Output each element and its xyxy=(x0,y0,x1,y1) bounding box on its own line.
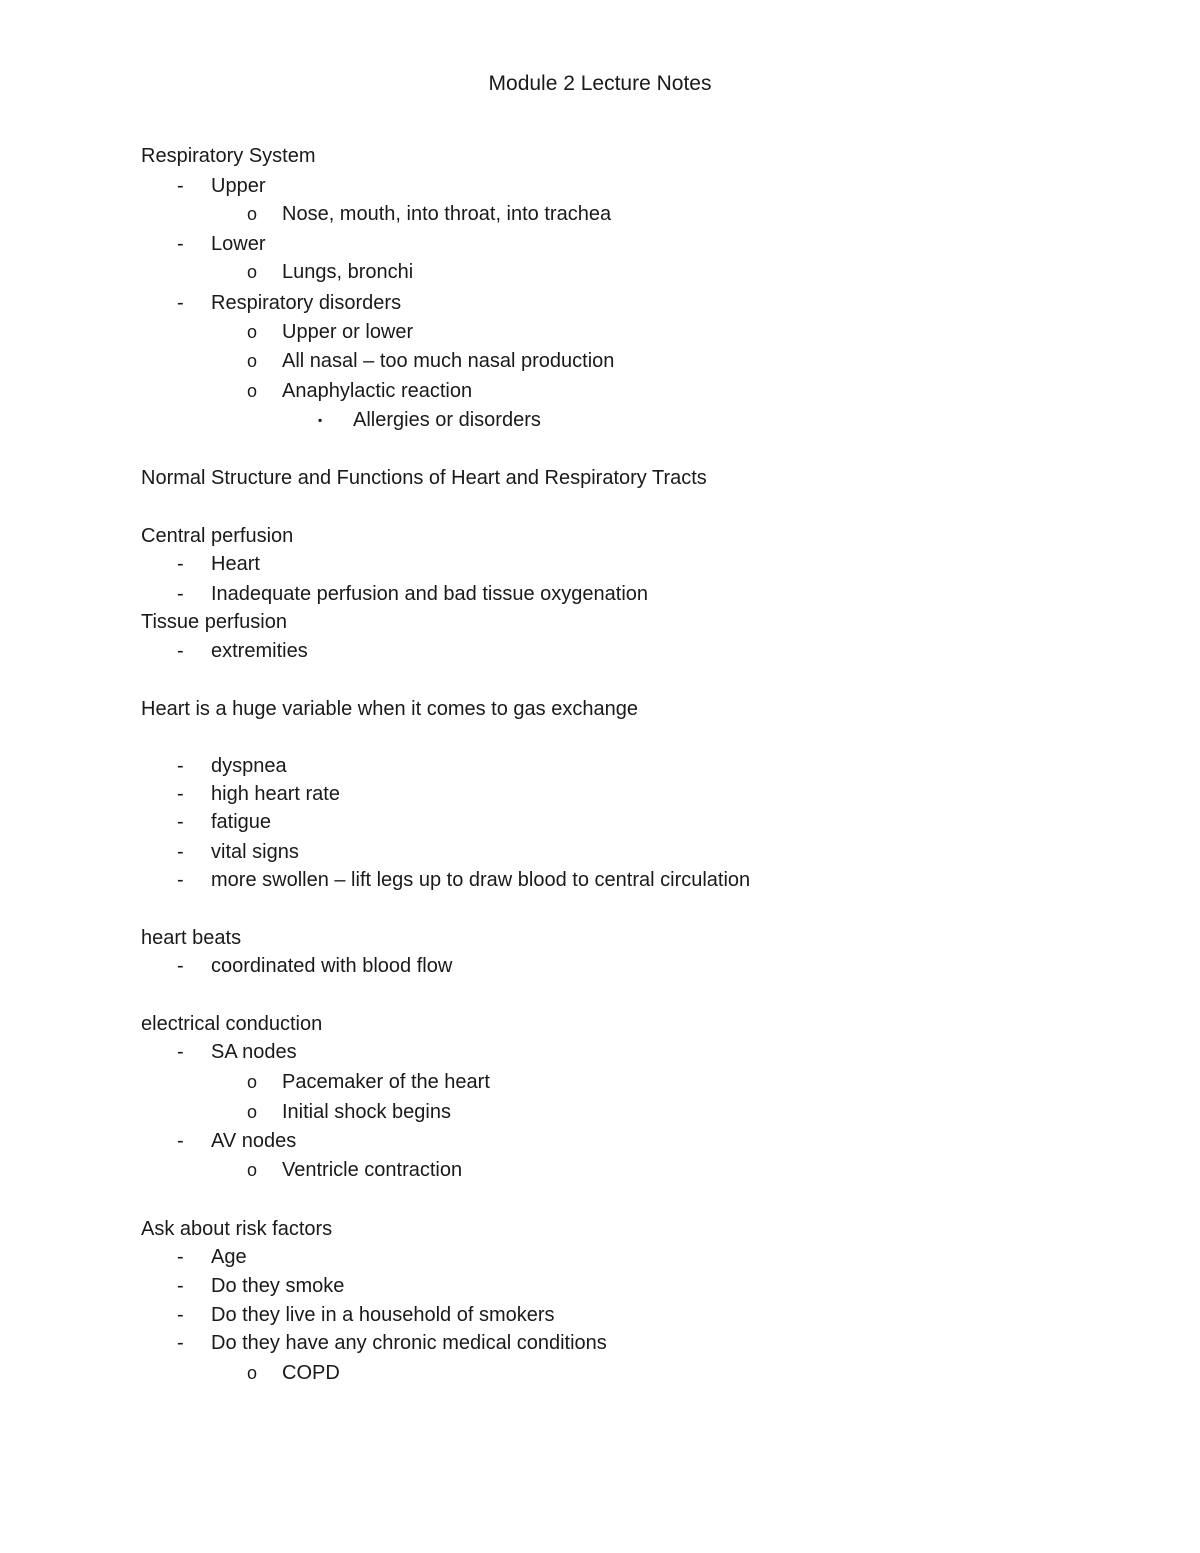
dash-bullet: - xyxy=(177,869,184,891)
list-item-text: more swollen – lift legs up to draw blood to central circulation xyxy=(211,869,751,891)
dash-bullet: - xyxy=(177,640,184,662)
list-item-text: All nasal – too much nasal production xyxy=(282,350,615,372)
dash-bullet: - xyxy=(177,1304,184,1326)
list-item-text: coordinated with blood flow xyxy=(211,955,453,977)
list-item-text: AV nodes xyxy=(211,1130,297,1152)
list-item-text: Upper xyxy=(211,175,266,197)
list-item-text: COPD xyxy=(282,1362,340,1384)
list-item-text: Ventricle contraction xyxy=(282,1159,463,1181)
section-heading-risk-factors: Ask about risk factors xyxy=(141,1218,333,1240)
circle-bullet: o xyxy=(247,351,258,371)
list-item-text: Do they live in a household of smokers xyxy=(211,1304,555,1326)
dash-bullet: - xyxy=(177,841,184,863)
list-item-text: Age xyxy=(211,1246,247,1268)
dash-bullet: - xyxy=(177,583,184,605)
circle-bullet: o xyxy=(247,1102,258,1122)
list-item-text: vital signs xyxy=(211,841,299,863)
list-item-text: Upper or lower xyxy=(282,321,414,343)
dash-bullet: - xyxy=(177,1041,184,1063)
list-item-text: Nose, mouth, into throat, into trachea xyxy=(282,203,612,225)
dash-bullet: - xyxy=(177,1246,184,1268)
section-heading-gas-exchange: Heart is a huge variable when it comes to gas exchange xyxy=(141,698,638,720)
section-heading-normal-structure: Normal Structure and Functions of Heart and Respiratory Tracts xyxy=(141,467,707,489)
list-item-text: Do they smoke xyxy=(211,1275,345,1297)
list-item-text: Initial shock begins xyxy=(282,1101,451,1123)
list-item-text: extremities xyxy=(211,640,308,662)
list-item-text: Respiratory disorders xyxy=(211,292,402,314)
list-item-text: Pacemaker of the heart xyxy=(282,1071,490,1093)
dash-bullet: - xyxy=(177,783,184,805)
dash-bullet: - xyxy=(177,1332,184,1354)
dash-bullet: - xyxy=(177,1130,184,1152)
dash-bullet: - xyxy=(177,233,184,255)
list-item-text: Inadequate perfusion and bad tissue oxygenation xyxy=(211,583,649,605)
circle-bullet: o xyxy=(247,1160,258,1180)
document-title: Module 2 Lecture Notes xyxy=(488,72,712,95)
section-heading-heart-beats: heart beats xyxy=(141,927,242,949)
list-item-text: Do they have any chronic medical conditions xyxy=(211,1332,607,1354)
list-item-text: high heart rate xyxy=(211,783,340,805)
dash-bullet: - xyxy=(177,755,184,777)
list-item-text: Allergies or disorders xyxy=(353,409,541,431)
circle-bullet: o xyxy=(247,381,258,401)
circle-bullet: o xyxy=(247,204,258,224)
circle-bullet: o xyxy=(247,322,258,342)
list-item-text: SA nodes xyxy=(211,1041,297,1063)
square-bullet: ▪ xyxy=(318,413,323,427)
dash-bullet: - xyxy=(177,811,184,833)
section-heading-respiratory: Respiratory System xyxy=(141,145,316,167)
list-item-text: Lower xyxy=(211,233,266,255)
list-item-text: dyspnea xyxy=(211,755,287,777)
circle-bullet: o xyxy=(247,1072,258,1092)
list-item-text: Anaphylactic reaction xyxy=(282,380,473,402)
dash-bullet: - xyxy=(177,292,184,314)
dash-bullet: - xyxy=(177,175,184,197)
list-item-text: fatigue xyxy=(211,811,272,833)
dash-bullet: - xyxy=(177,955,184,977)
list-item-text: Lungs, bronchi xyxy=(282,261,414,283)
dash-bullet: - xyxy=(177,1275,184,1297)
circle-bullet: o xyxy=(247,262,258,282)
section-heading-tissue-perfusion: Tissue perfusion xyxy=(141,611,287,633)
section-heading-central-perfusion: Central perfusion xyxy=(141,525,294,547)
section-heading-electrical-conduction: electrical conduction xyxy=(141,1013,323,1035)
list-item-text: Heart xyxy=(211,553,260,575)
dash-bullet: - xyxy=(177,553,184,575)
circle-bullet: o xyxy=(247,1363,258,1383)
